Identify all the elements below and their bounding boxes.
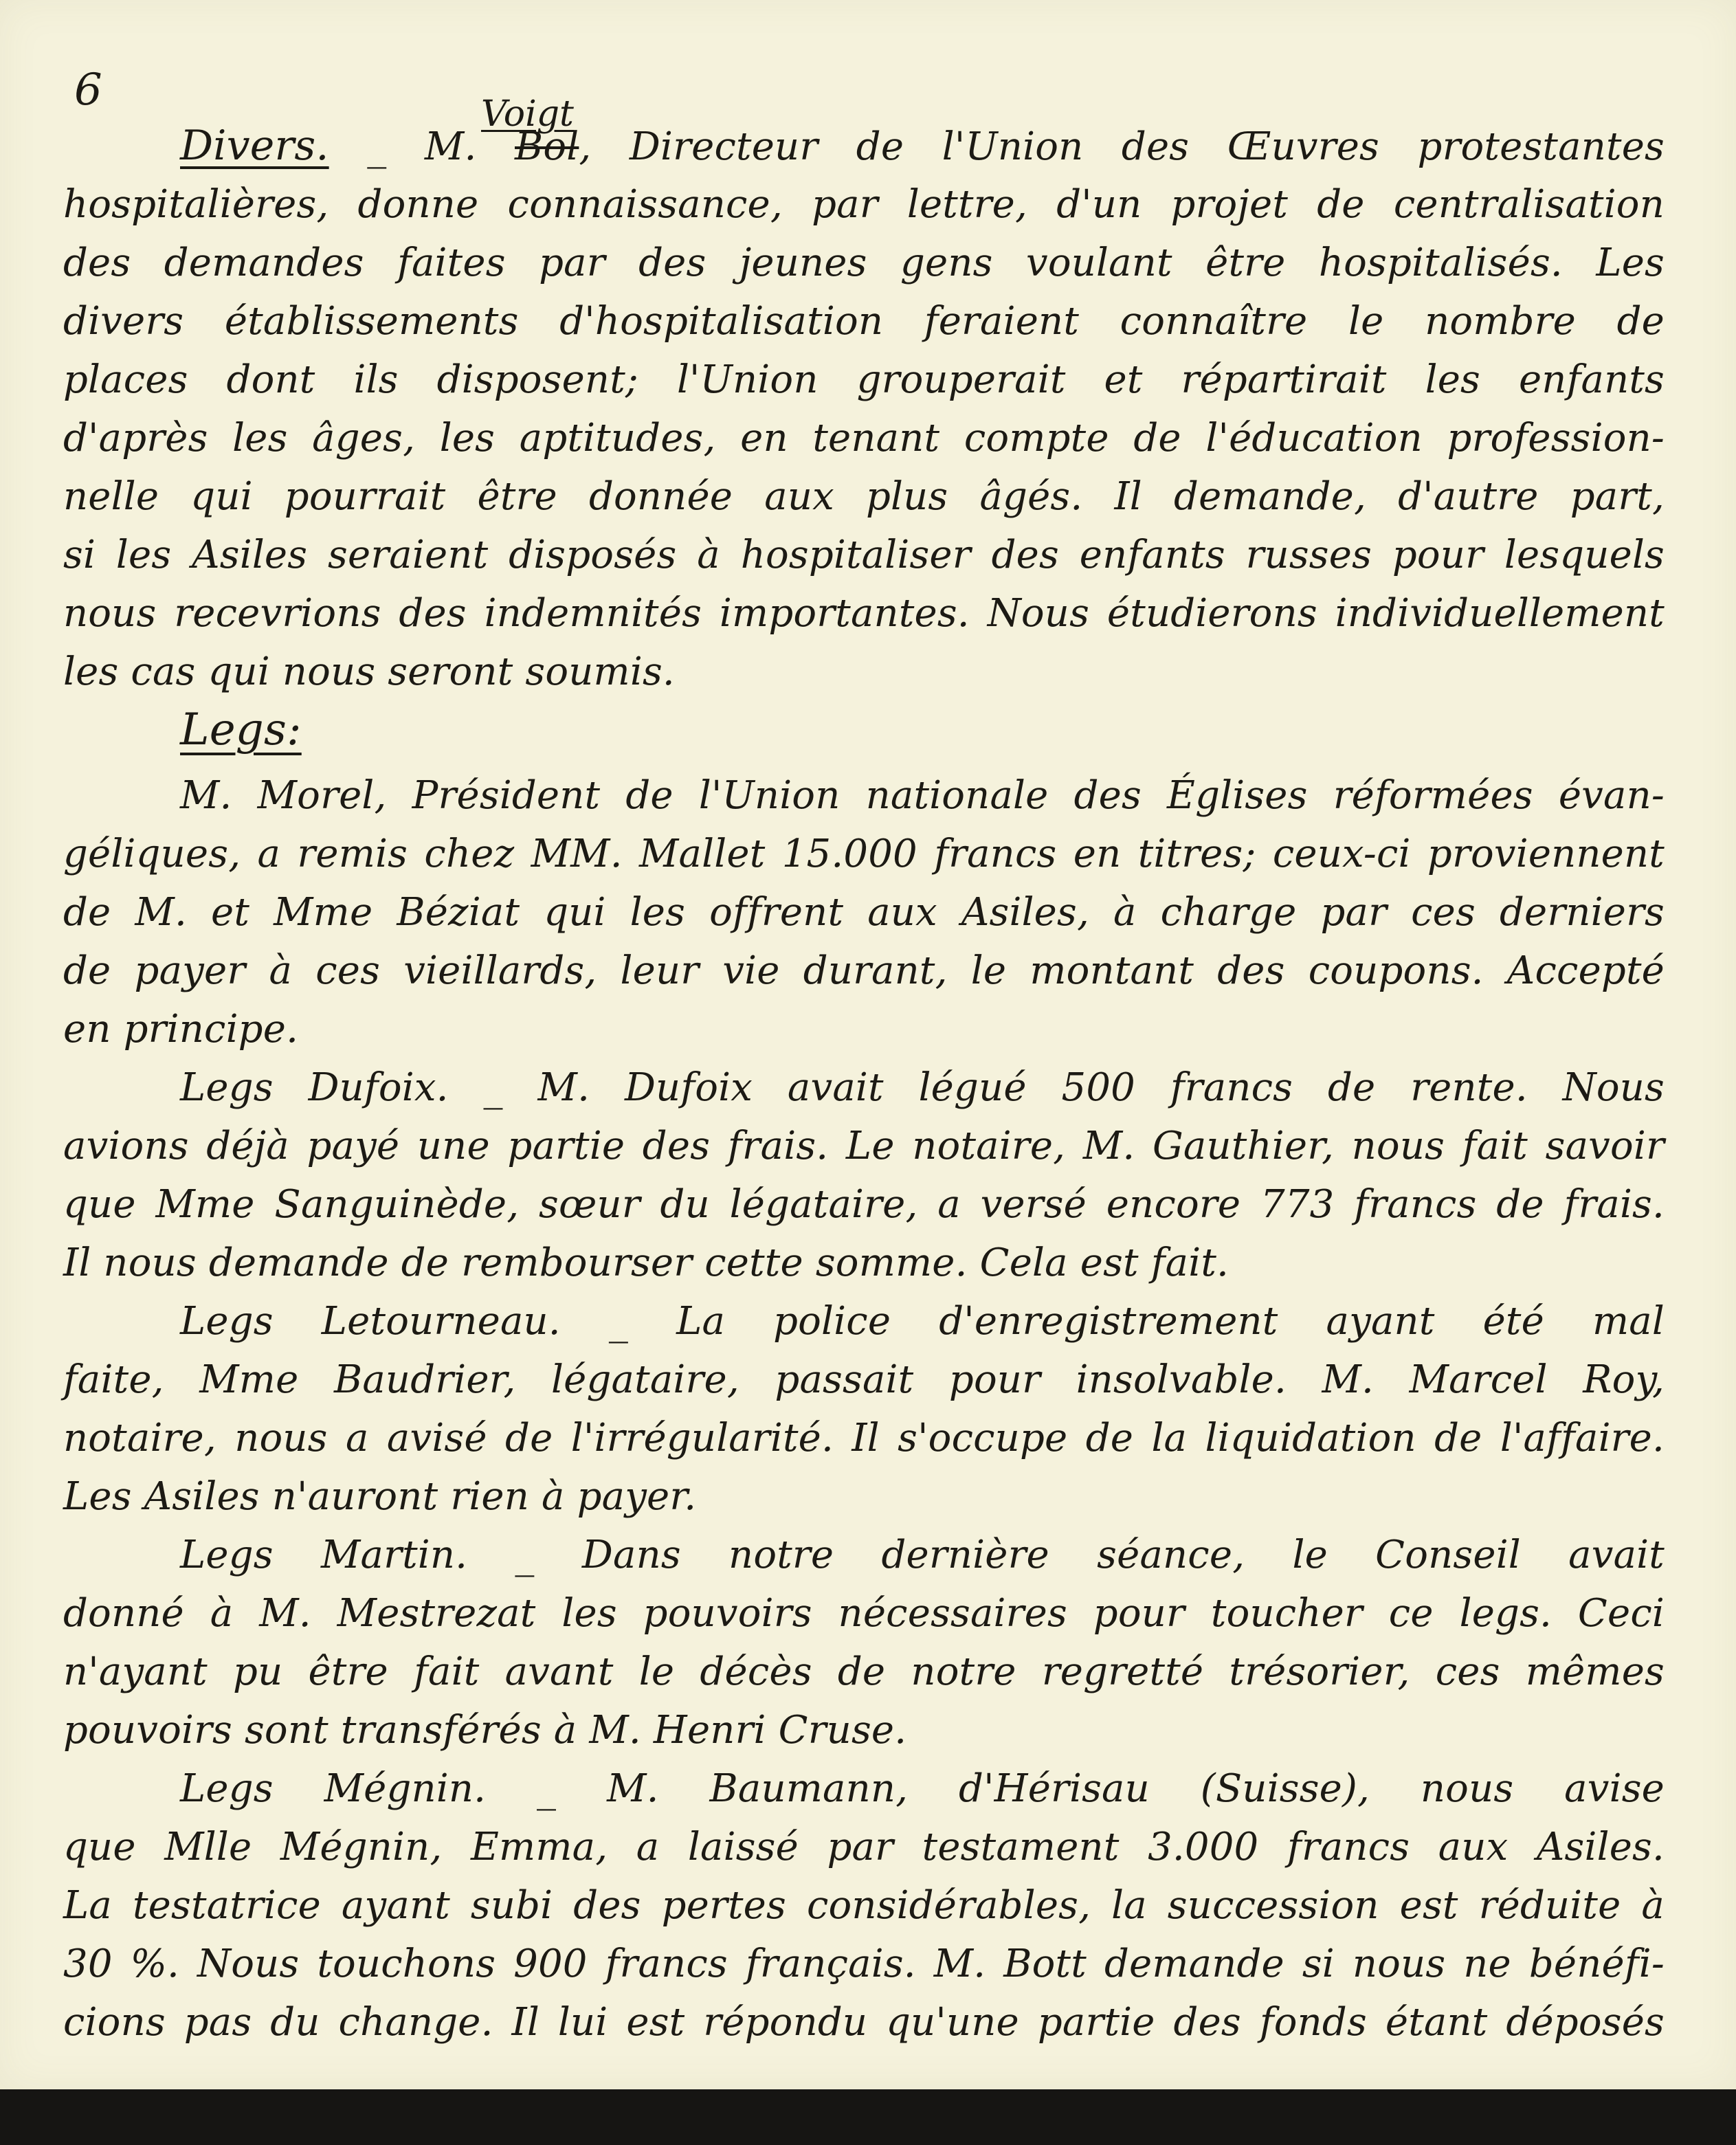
divers-line: si les Asiles seraient disposés à hospitaliser des enfants russes pour lesquels: [63, 533, 1665, 577]
divers-heading: Divers.: [180, 122, 329, 170]
divers-line: hospitalières, donne connaissance, par lettre, d'un projet de centralisation: [63, 182, 1665, 227]
divers-line: des demandes faites par des jeunes gens voulant être hospitalisés. Les: [63, 241, 1665, 285]
legs-line: en principe.: [63, 1007, 299, 1052]
legs-line: que Mlle Mégnin, Emma, a laissé par testament 3.000 francs aux Asiles.: [63, 1825, 1665, 1869]
legs-line: que Mme Sanguinède, sœur du légataire, a versé encore 773 francs de frais.: [63, 1182, 1665, 1227]
divers-line: les cas qui nous seront soumis.: [63, 649, 675, 694]
page-number: 6: [74, 65, 102, 115]
legs-line: Legs Letourneau. _ La police d'enregistrement ayant été mal: [180, 1299, 1665, 1344]
divers-first-line: Divers. _ M. Bol, Directeur de l'Union des Œuvres protestantes: [180, 122, 1665, 170]
legs-line: cions pas du change. Il lui est répondu qu'une partie des fonds étant déposés: [63, 2000, 1665, 2045]
legs-line: M. Morel, Président de l'Union nationale des Églises réformées évan-: [180, 773, 1665, 818]
legs-line: Legs Martin. _ Dans notre dernière séance, le Conseil avait: [180, 1533, 1665, 1577]
divers-line: d'après les âges, les aptitudes, en tenant compte de l'éducation profession-: [63, 416, 1665, 460]
handwritten-text: [63, 117, 1665, 2052]
divers-line-0: Directeur de l'Union des Œuvres protestantes: [629, 124, 1665, 169]
divers-prefix: _ M.: [367, 124, 477, 169]
legs-line: pouvoirs sont transférés à M. Henri Cruse.: [63, 1708, 907, 1753]
scan-bottom-edge: [0, 2089, 1736, 2145]
legs-line: géliques, a remis chez MM. Mallet 15.000 francs en titres; ceux-ci proviennent: [63, 832, 1665, 876]
legs-heading-row: [63, 701, 1665, 766]
legs-heading: Legs:: [180, 704, 302, 755]
legs-line: Legs Mégnin. _ M. Baumann, d'Hérisau (Suisse), nous avise: [180, 1766, 1665, 1811]
divers-line: nelle qui pourrait être donnée aux plus âgés. Il demande, d'autre part,: [63, 474, 1665, 519]
legs-line: donné à M. Mestrezat les pouvoirs nécessaires pour toucher ce legs. Ceci: [63, 1591, 1665, 1636]
legs-line: n'ayant pu être fait avant le décès de notre regretté trésorier, ces mêmes: [63, 1649, 1665, 1694]
legs-line: de payer à ces vieillards, leur vie durant, le montant des coupons. Accepté: [63, 948, 1665, 993]
legs-line: faite, Mme Baudrier, légataire, passait pour insolvable. M. Marcel Roy,: [63, 1357, 1665, 1402]
legs-line: avions déjà payé une partie des frais. Le notaire, M. Gauthier, nous fait savoir: [63, 1124, 1665, 1168]
legs-line: Legs Dufoix. _ M. Dufoix avait légué 500 francs de rente. Nous: [180, 1065, 1665, 1110]
divers-line: divers établissements d'hospitalisation feraient connaître le nombre de: [63, 299, 1665, 344]
legs-line: notaire, nous a avisé de l'irrégularité. Il s'occupe de la liquidation de l'affaire.: [63, 1416, 1665, 1460]
legs-line: 30 %. Nous touchons 900 francs français. M. Bott demande si nous ne bénéfi-: [63, 1942, 1665, 1986]
legs-line: Les Asiles n'auront rien à payer.: [63, 1474, 697, 1519]
divers-line: places dont ils disposent; l'Union grouperait et répartirait les enfants: [63, 357, 1665, 402]
legs-line: Il nous demande de rembourser cette somme. Cela est fait.: [63, 1241, 1229, 1285]
struck-name: Bol: [515, 124, 579, 169]
legs-line: La testatrice ayant subi des pertes considérables, la succession est réduite à: [63, 1883, 1665, 1928]
interlinear-insertion: Voigt: [481, 93, 574, 135]
legs-line: de M. et Mme Béziat qui les offrent aux Asiles, à charge par ces derniers: [63, 890, 1665, 935]
divers-line: nous recevrions des indemnités importantes. Nous étudierons individuellement: [63, 591, 1665, 636]
